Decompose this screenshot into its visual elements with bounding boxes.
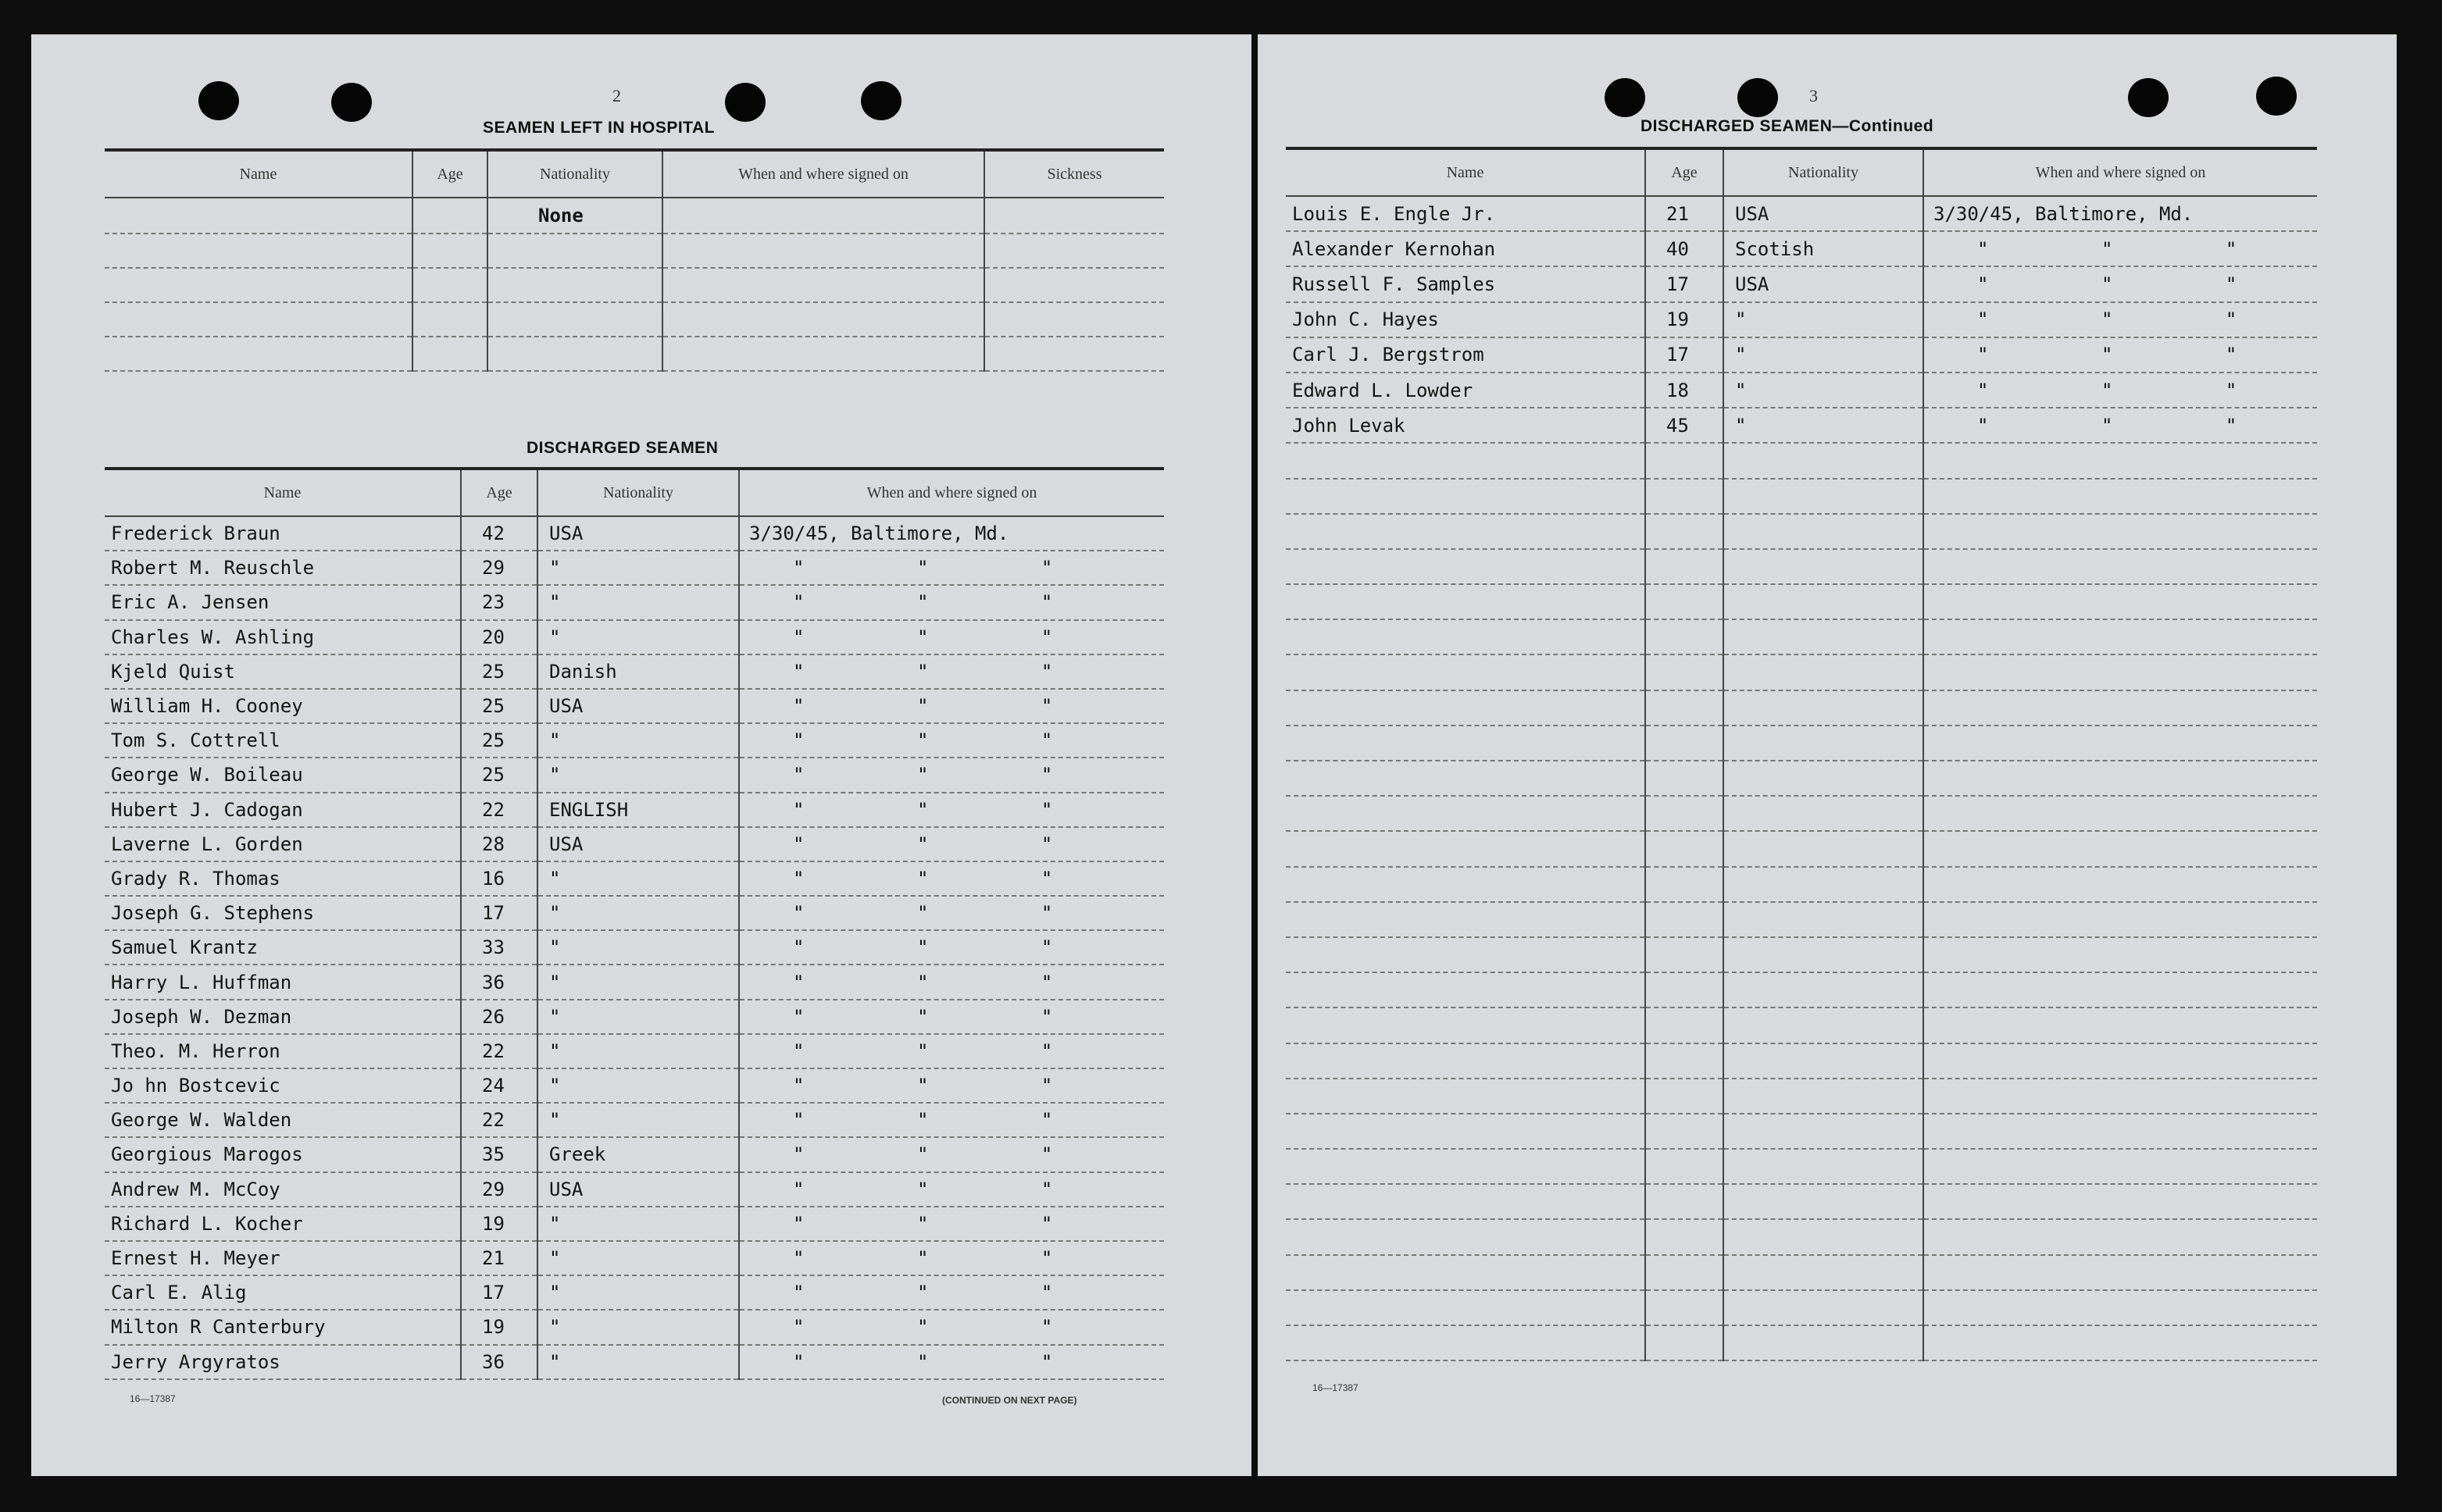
seaman-age: 21 <box>461 1241 537 1275</box>
seaman-signed-on: " " " <box>739 689 1164 723</box>
blank-row <box>1286 1043 2317 1079</box>
blank-row <box>1286 1255 2317 1290</box>
seaman-nationality: USA <box>537 516 739 551</box>
seaman-age: 18 <box>1645 373 1723 408</box>
blank-row <box>1286 1114 2317 1149</box>
seaman-signed-on: " " " <box>1923 266 2317 301</box>
table-row <box>105 723 1164 758</box>
seaman-signed-on: " " " <box>739 723 1164 758</box>
seaman-name: Joseph W. Dezman <box>105 1000 461 1034</box>
seaman-age: 42 <box>461 516 537 551</box>
seaman-nationality: " <box>537 1068 739 1103</box>
blank-row <box>1286 549 2317 584</box>
seaman-signed-on: " " " <box>739 1207 1164 1241</box>
seaman-nationality: " <box>537 1000 739 1034</box>
punch-hole <box>861 81 901 120</box>
table-row <box>105 1275 1164 1310</box>
blank-row <box>1286 1184 2317 1219</box>
seaman-signed-on: " " " <box>739 1172 1164 1207</box>
seaman-signed-on: " " " <box>739 551 1164 585</box>
seaman-age: 19 <box>461 1207 537 1241</box>
blank-row <box>1286 902 2317 937</box>
seaman-signed-on: " " " <box>1923 231 2317 266</box>
hospital-section-title: SEAMEN LEFT IN HOSPITAL <box>483 119 715 137</box>
blank-row <box>1286 1079 2317 1114</box>
table-row <box>105 1345 1164 1379</box>
seaman-name: Edward L. Lowder <box>1286 373 1645 408</box>
seaman-age: 25 <box>461 689 537 723</box>
seaman-nationality: USA <box>1723 266 1923 301</box>
seaman-nationality: USA <box>537 827 739 861</box>
seaman-age: 25 <box>461 758 537 792</box>
table-row <box>105 896 1164 930</box>
blank-row <box>1286 514 2317 549</box>
seaman-age: 24 <box>461 1068 537 1103</box>
column-header-age: Age <box>412 150 487 198</box>
table-row <box>105 1137 1164 1171</box>
table-row <box>105 965 1164 999</box>
blank-row <box>1286 619 2317 654</box>
seaman-name: Samuel Krantz <box>105 930 461 965</box>
seaman-name: Theo. M. Herron <box>105 1034 461 1068</box>
seaman-name: Louis E. Engle Jr. <box>1286 196 1645 231</box>
table-row <box>105 1103 1164 1137</box>
blank-row <box>1286 1007 2317 1043</box>
table-row <box>105 516 1164 551</box>
table-row <box>105 585 1164 619</box>
table-row <box>105 620 1164 654</box>
punch-hole <box>2128 78 2169 117</box>
seaman-name: Laverne L. Gorden <box>105 827 461 861</box>
seaman-signed-on: " " " <box>739 1137 1164 1171</box>
seaman-nationality: " <box>537 1103 739 1137</box>
blank-row <box>1286 726 2317 761</box>
seaman-nationality: " <box>537 1310 739 1344</box>
seaman-age: 22 <box>461 1103 537 1137</box>
seaman-signed-on: " " " <box>739 758 1164 792</box>
blank-row <box>1286 1219 2317 1254</box>
blank-row <box>1286 1149 2317 1184</box>
hospital-table <box>105 148 1164 372</box>
blank-row <box>1286 690 2317 726</box>
table-row <box>105 1068 1164 1103</box>
seaman-signed-on: " " " <box>739 1241 1164 1275</box>
seaman-nationality: " <box>537 585 739 619</box>
discharged-section-title: DISCHARGED SEAMEN <box>527 439 719 457</box>
table-row <box>105 827 1164 861</box>
seaman-name: George W. Walden <box>105 1103 461 1137</box>
table-row <box>105 758 1164 792</box>
seaman-age: 40 <box>1645 231 1723 266</box>
column-header-age: Age <box>461 469 537 516</box>
seaman-age: 21 <box>1645 196 1723 231</box>
column-header-nationality: Nationality <box>537 469 739 516</box>
punch-hole <box>331 83 372 122</box>
seaman-name: Carl J. Bergstrom <box>1286 337 1645 373</box>
seaman-signed-on: " " " <box>739 1103 1164 1137</box>
hospital-nationality-value: None <box>487 198 662 234</box>
discharged-continued-table <box>1286 147 2317 1361</box>
seaman-signed-on: " " " <box>739 1275 1164 1310</box>
table-row <box>105 1310 1164 1344</box>
seaman-name: Joseph G. Stephens <box>105 896 461 930</box>
table-row <box>105 861 1164 896</box>
seaman-name: Carl E. Alig <box>105 1275 461 1310</box>
seaman-age: 19 <box>1645 302 1723 337</box>
seaman-nationality: " <box>537 1207 739 1241</box>
seaman-age: 36 <box>461 965 537 999</box>
column-header-name: Name <box>1446 163 1484 181</box>
seaman-age: 25 <box>461 723 537 758</box>
column-header-nationality: Nationality <box>1723 148 1923 196</box>
seaman-nationality: " <box>537 723 739 758</box>
column-header-nationality: Nationality <box>487 150 662 198</box>
seaman-nationality: Scotish <box>1723 231 1923 266</box>
seaman-nationality: " <box>537 965 739 999</box>
seaman-name: John Levak <box>1286 408 1645 443</box>
seaman-signed-on: " " " <box>739 896 1164 930</box>
seaman-name: Kjeld Quist <box>105 654 461 689</box>
column-header-signed-on: When and where signed on <box>739 469 1164 516</box>
table-row <box>105 1034 1164 1068</box>
seaman-signed-on: " " " <box>739 793 1164 827</box>
seaman-signed-on: " " " <box>1923 337 2317 373</box>
table-row <box>1286 196 2317 231</box>
seaman-age: 29 <box>461 1172 537 1207</box>
seaman-name: Jo hn Bostcevic <box>105 1068 461 1103</box>
table-row <box>105 1172 1164 1207</box>
seaman-age: 17 <box>1645 266 1723 301</box>
seaman-age: 23 <box>461 585 537 619</box>
punch-hole <box>1737 78 1778 117</box>
page-number: 3 <box>1809 86 1818 105</box>
seaman-age: 20 <box>461 620 537 654</box>
seaman-nationality: Danish <box>537 654 739 689</box>
seaman-age: 29 <box>461 551 537 585</box>
seaman-age: 33 <box>461 930 537 965</box>
seaman-age: 25 <box>461 654 537 689</box>
seaman-nationality: " <box>537 1241 739 1275</box>
blank-row <box>1286 443 2317 478</box>
seaman-age: 19 <box>461 1310 537 1344</box>
seaman-age: 36 <box>461 1345 537 1379</box>
form-number: 16—17387 <box>1312 1382 1358 1393</box>
column-header-sickness: Sickness <box>984 150 1164 198</box>
seaman-name: Charles W. Ashling <box>105 620 461 654</box>
blank-row <box>1286 479 2317 514</box>
seaman-nationality: " <box>1723 337 1923 373</box>
seaman-name: Tom S. Cottrell <box>105 723 461 758</box>
seaman-nationality: " <box>1723 408 1923 443</box>
blank-row <box>1286 584 2317 619</box>
blank-row <box>1286 1290 2317 1325</box>
table-row <box>1286 302 2317 337</box>
column-header-name: Name <box>263 483 302 501</box>
seaman-signed-on: " " " <box>739 1310 1164 1344</box>
right-page <box>1258 34 2397 1476</box>
left-page <box>31 34 1251 1476</box>
seaman-name: Ernest H. Meyer <box>105 1241 461 1275</box>
seaman-name: Milton R Canterbury <box>105 1310 461 1344</box>
seaman-signed-on: " " " <box>739 1034 1164 1068</box>
seaman-name: Frederick Braun <box>105 516 461 551</box>
seaman-age: 35 <box>461 1137 537 1171</box>
table-row <box>1286 266 2317 301</box>
seaman-name: Andrew M. McCoy <box>105 1172 461 1207</box>
seaman-signed-on: " " " <box>739 965 1164 999</box>
seaman-signed-on: " " " <box>739 1345 1164 1379</box>
seaman-signed-on: " " " <box>1923 408 2317 443</box>
blank-row <box>1286 937 2317 972</box>
seaman-name: Jerry Argyratos <box>105 1345 461 1379</box>
table-row <box>1286 373 2317 408</box>
page-number: 2 <box>612 86 621 105</box>
seaman-nationality: " <box>537 620 739 654</box>
seaman-nationality: " <box>1723 302 1923 337</box>
blank-row <box>1286 831 2317 866</box>
seaman-nationality: " <box>537 758 739 792</box>
seaman-age: 45 <box>1645 408 1723 443</box>
seaman-signed-on: " " " <box>739 654 1164 689</box>
form-number: 16—17387 <box>130 1393 176 1404</box>
continued-note: (CONTINUED ON NEXT PAGE) <box>942 1395 1077 1406</box>
seaman-name: Robert M. Reuschle <box>105 551 461 585</box>
seaman-signed-on: " " " <box>1923 302 2317 337</box>
seaman-nationality: USA <box>537 1172 739 1207</box>
blank-row <box>1286 1325 2317 1360</box>
punch-hole <box>198 81 239 120</box>
table-row <box>105 551 1164 585</box>
seaman-name: Grady R. Thomas <box>105 861 461 896</box>
seaman-name: Eric A. Jensen <box>105 585 461 619</box>
table-row <box>1286 231 2317 266</box>
seaman-nationality: " <box>537 1345 739 1379</box>
discharged-table <box>105 467 1164 1380</box>
seaman-signed-on: " " " <box>739 620 1164 654</box>
column-header-age: Age <box>1645 148 1723 196</box>
seaman-signed-on: " " " <box>739 1068 1164 1103</box>
blank-row <box>1286 972 2317 1007</box>
seaman-nationality: " <box>1723 373 1923 408</box>
seaman-age: 17 <box>461 1275 537 1310</box>
seaman-name: Russell F. Samples <box>1286 266 1645 301</box>
seaman-age: 16 <box>461 861 537 896</box>
column-header-signed-on: When and where signed on <box>662 150 984 198</box>
blank-row <box>1286 867 2317 902</box>
column-header-signed-on: When and where signed on <box>1923 148 2317 196</box>
seaman-name: Georgious Marogos <box>105 1137 461 1171</box>
table-row <box>1286 408 2317 443</box>
table-row <box>105 1207 1164 1241</box>
table-row <box>105 930 1164 965</box>
seaman-nationality: ENGLISH <box>537 793 739 827</box>
seaman-nationality: USA <box>1723 196 1923 231</box>
seaman-signed-on: " " " <box>739 827 1164 861</box>
seaman-age: 22 <box>461 1034 537 1068</box>
table-row <box>105 654 1164 689</box>
blank-row <box>1286 761 2317 796</box>
seaman-nationality: Greek <box>537 1137 739 1171</box>
seaman-age: 28 <box>461 827 537 861</box>
table-row <box>105 1000 1164 1034</box>
punch-hole <box>2256 77 2297 116</box>
seaman-signed-on: " " " <box>739 1000 1164 1034</box>
seaman-signed-on: 3/30/45, Baltimore, Md. <box>739 516 1164 551</box>
seaman-name: Hubert J. Cadogan <box>105 793 461 827</box>
seaman-signed-on: " " " <box>739 930 1164 965</box>
table-row <box>105 793 1164 827</box>
table-row <box>1286 337 2317 373</box>
seaman-name: Harry L. Huffman <box>105 965 461 999</box>
seaman-signed-on: " " " <box>739 585 1164 619</box>
column-header-name: Name <box>239 165 277 183</box>
seaman-name: Alexander Kernohan <box>1286 231 1645 266</box>
blank-row <box>1286 654 2317 690</box>
seaman-signed-on: " " " <box>1923 373 2317 408</box>
seaman-age: 17 <box>461 896 537 930</box>
seaman-name: Richard L. Kocher <box>105 1207 461 1241</box>
punch-hole <box>1605 78 1645 117</box>
seaman-age: 22 <box>461 793 537 827</box>
punch-hole <box>725 83 766 122</box>
seaman-name: John C. Hayes <box>1286 302 1645 337</box>
table-row <box>105 689 1164 723</box>
seaman-nationality: " <box>537 930 739 965</box>
seaman-age: 26 <box>461 1000 537 1034</box>
seaman-signed-on: " " " <box>739 861 1164 896</box>
seaman-nationality: " <box>537 1275 739 1310</box>
seaman-nationality: " <box>537 896 739 930</box>
seaman-age: 17 <box>1645 337 1723 373</box>
continued-section-title: DISCHARGED SEAMEN—Continued <box>1640 117 1934 135</box>
seaman-name: William H. Cooney <box>105 689 461 723</box>
seaman-signed-on: 3/30/45, Baltimore, Md. <box>1923 196 2317 231</box>
seaman-nationality: " <box>537 861 739 896</box>
seaman-name: George W. Boileau <box>105 758 461 792</box>
blank-row <box>1286 796 2317 831</box>
seaman-nationality: " <box>537 551 739 585</box>
seaman-nationality: " <box>537 1034 739 1068</box>
seaman-nationality: USA <box>537 689 739 723</box>
table-row <box>105 1241 1164 1275</box>
